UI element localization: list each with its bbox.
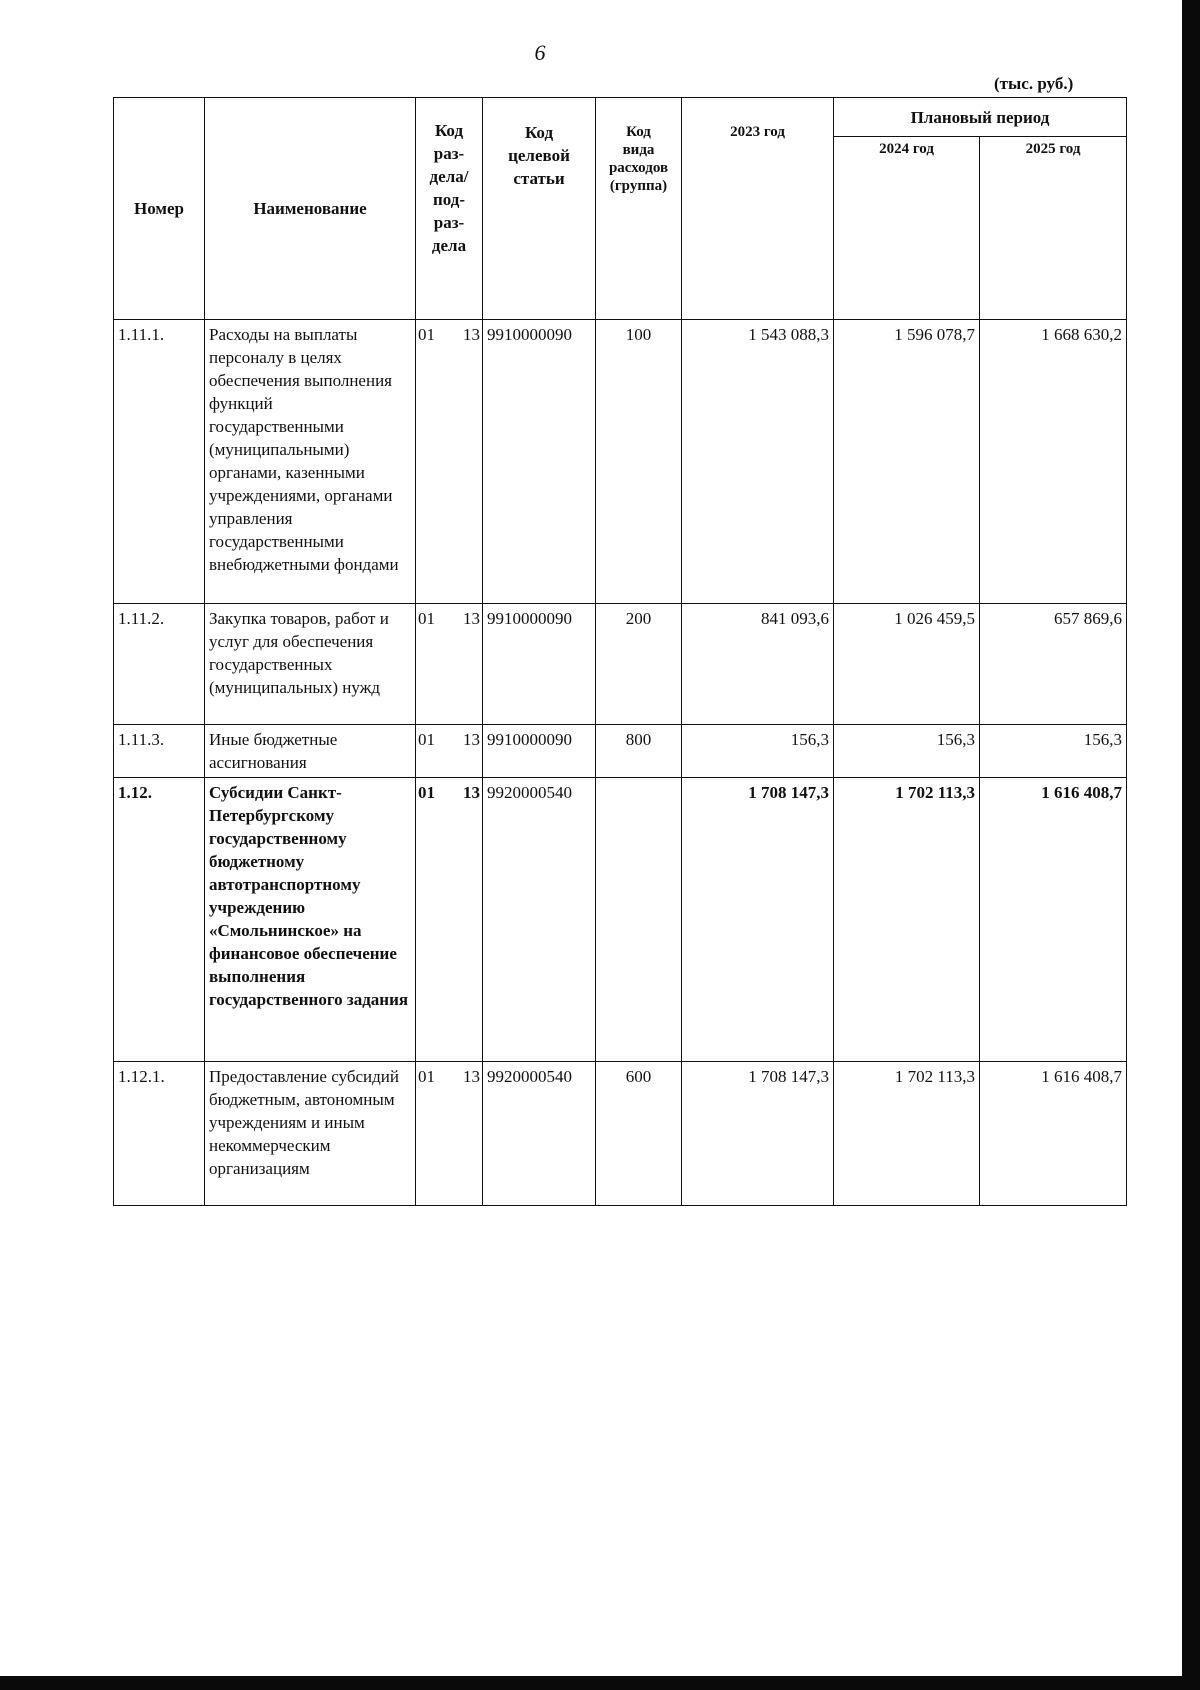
table-row: [114, 778, 1127, 1062]
row-number: 1.11.1.: [114, 320, 205, 604]
scan-edge-right: [1182, 0, 1200, 1690]
row-amount-2025: 156,3: [980, 725, 1127, 778]
header-year-2023: 2023 год: [682, 98, 834, 320]
row-expense-code: [596, 778, 682, 1062]
header-number: Номер: [114, 98, 205, 320]
row-expense-code: 600: [596, 1062, 682, 1206]
row-name: Закупка товаров, работ и услуг для обеспечения государственных (муниципальных) нужд: [205, 604, 416, 725]
row-amount-2023: 841 093,6: [682, 604, 834, 725]
row-number: 1.12.1.: [114, 1062, 205, 1206]
row-amount-2025: 657 869,6: [980, 604, 1127, 725]
row-section-code: 01 13: [416, 604, 483, 725]
budget-table: [113, 97, 1127, 1206]
row-name: Предоставление субсидий бюджетным, автономным учреждениям и иным некоммерческим организациям: [205, 1062, 416, 1206]
header-row: [114, 98, 1127, 137]
row-amount-2025: 1 616 408,7: [980, 1062, 1127, 1206]
row-name: Иные бюджетные ассигнования: [205, 725, 416, 778]
row-target-code: 9910000090: [483, 320, 596, 604]
row-number: 1.11.3.: [114, 725, 205, 778]
row-section-code: 01 13: [416, 320, 483, 604]
page-number: 6: [534, 40, 546, 65]
row-target-code: 9920000540: [483, 1062, 596, 1206]
units-label: (тыс. руб.): [994, 74, 1074, 93]
table-row: [114, 604, 1127, 725]
row-name: Субсидии Санкт-Петербургскому государственному бюджетному автотранспортному учреждению «Смольнинское» на финансовое обеспечение выполнения государственного задания: [205, 778, 416, 1062]
header-name: Наименование: [205, 98, 416, 320]
row-target-code: 9920000540: [483, 778, 596, 1062]
row-section-code: 01 13: [416, 1062, 483, 1206]
row-section-code: 01 13: [416, 725, 483, 778]
row-section-code: 01 13: [416, 778, 483, 1062]
table-row: [114, 725, 1127, 778]
row-amount-2024: 1 702 113,3: [834, 1062, 980, 1206]
row-amount-2023: 1 543 088,3: [682, 320, 834, 604]
table-row: [114, 1062, 1127, 1206]
header-section-code: Код раз- дела/ под- раз- дела: [416, 98, 483, 320]
header-expense-code: Код вида расходов (группа): [596, 98, 682, 320]
row-amount-2023: 156,3: [682, 725, 834, 778]
scan-edge-bottom: [0, 1676, 1200, 1690]
header-year-2024: 2024 год: [834, 137, 980, 320]
row-expense-code: 200: [596, 604, 682, 725]
row-amount-2023: 1 708 147,3: [682, 1062, 834, 1206]
header-planned-period: Плановый период: [834, 98, 1127, 137]
row-number: 1.11.2.: [114, 604, 205, 725]
row-amount-2025: 1 668 630,2: [980, 320, 1127, 604]
row-expense-code: 100: [596, 320, 682, 604]
row-amount-2024: 1 026 459,5: [834, 604, 980, 725]
row-amount-2024: 1 702 113,3: [834, 778, 980, 1062]
row-amount-2023: 1 708 147,3: [682, 778, 834, 1062]
row-number: 1.12.: [114, 778, 205, 1062]
row-amount-2024: 1 596 078,7: [834, 320, 980, 604]
row-name: Расходы на выплаты персоналу в целях обеспечения выполнения функций государственными (муниципальными) органами, казенными учреждениями, органами управления государственными внебюджетными фондами: [205, 320, 416, 604]
header-target-code: Код целевой статьи: [483, 98, 596, 320]
table-row: [114, 320, 1127, 604]
row-target-code: 9910000090: [483, 604, 596, 725]
row-target-code: 9910000090: [483, 725, 596, 778]
row-amount-2024: 156,3: [834, 725, 980, 778]
row-expense-code: 800: [596, 725, 682, 778]
header-year-2025: 2025 год: [980, 137, 1127, 320]
row-amount-2025: 1 616 408,7: [980, 778, 1127, 1062]
